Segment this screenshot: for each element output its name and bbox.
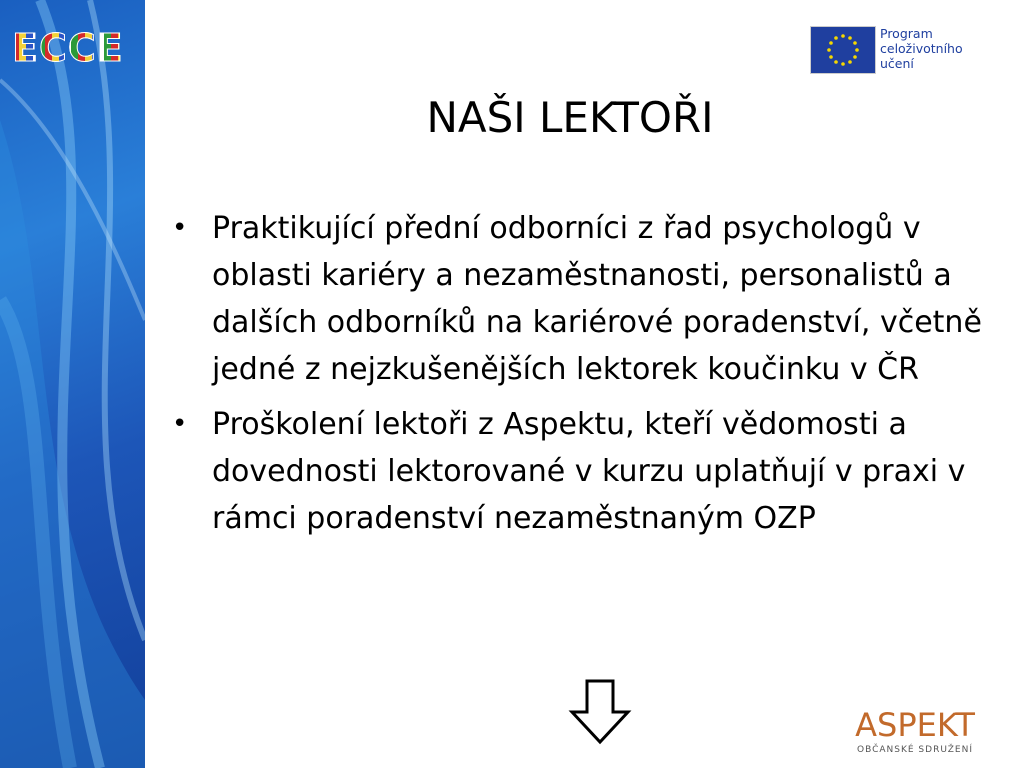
eu-program-line-2: celoživotního (880, 41, 963, 56)
aspekt-logo (840, 705, 990, 760)
bullet-text: Proškolení lektoři z Aspektu, kteří vědomosti a dovednosti lektorované v kurzu uplatňují v praxi v rámci poradenství nezaměstnaným OZP (212, 407, 966, 536)
eu-program-text (880, 26, 963, 71)
eu-flag-icon (810, 26, 876, 74)
eu-program-logo (810, 26, 980, 74)
sidebar-decoration (0, 0, 145, 768)
bullet-item (172, 205, 1002, 393)
eu-program-line-1: Program (880, 26, 933, 41)
bullet-dot-icon: • (172, 409, 188, 439)
ecce-logo: ECCE (12, 26, 124, 70)
bullet-dot-icon: • (172, 213, 188, 243)
bullet-item (172, 401, 1002, 542)
aspekt-subtitle: OBČANSKÉ SDRUŽENÍ (857, 745, 973, 755)
eu-program-line-3: učení (880, 56, 914, 71)
slide-title: NAŠI LEKTOŘI (426, 93, 714, 142)
sidebar-swoosh-graphic (0, 0, 145, 768)
down-arrow-outline-icon (568, 678, 632, 746)
bullet-text: Praktikující přední odborníci z řad psychologů v oblasti kariéry a nezaměstnanosti, personalistů a dalších odborníků na kariérové poradenství, včetně jedné z nejzkušenějších lektorek koučinku v ČR (212, 211, 982, 387)
aspekt-name: ASPEKT (855, 706, 975, 744)
bullet-list (172, 205, 1002, 550)
